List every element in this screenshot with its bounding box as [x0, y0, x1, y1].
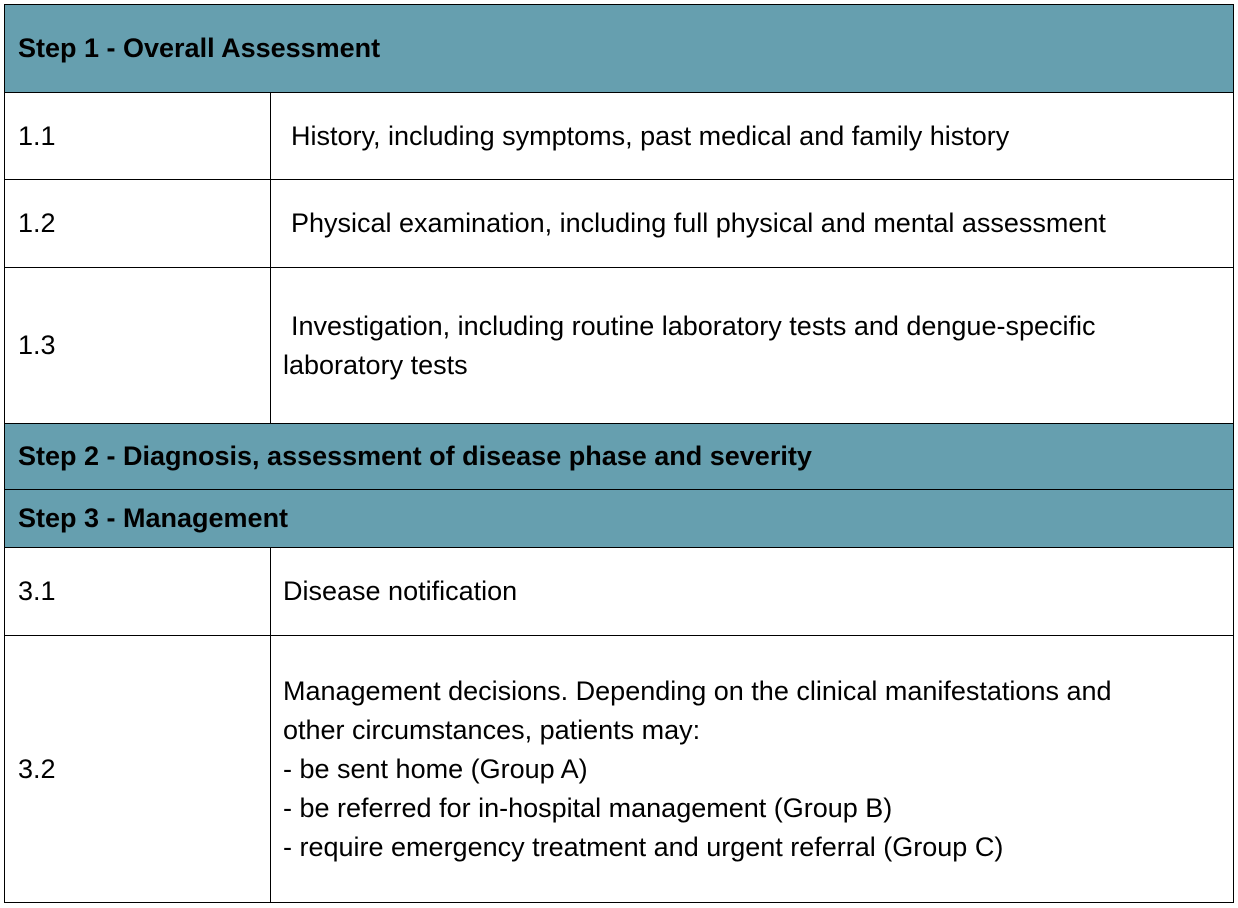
table-row [5, 180, 1233, 268]
item-text-line: Management decisions. Depending on the clinical manifestations and [283, 675, 1112, 706]
item-text-line: laboratory tests [283, 349, 468, 380]
item-text: Physical examination, including full physical and mental assessment [291, 208, 1106, 238]
step1-header-row [5, 5, 1233, 93]
item-text-line: other circumstances, patients may: [283, 714, 701, 745]
item-text: History, including symptoms, past medical and family history [291, 120, 1010, 151]
item-text-line: - require emergency treatment and urgent referral (Group C) [283, 831, 1004, 862]
item-text: Disease notification [283, 576, 518, 606]
table-row [5, 548, 1233, 636]
item-text-line: - be referred for in-hospital management (Group B) [283, 792, 893, 823]
step1-title: Step 1 - Overall Assessment [18, 33, 381, 63]
item-number: 3.2 [5, 636, 271, 902]
item-number: 1.3 [5, 268, 271, 423]
item-number: 1.1 [5, 93, 271, 179]
table-row [5, 268, 1233, 424]
item-text-line: - be sent home (Group A) [283, 753, 588, 784]
step2-title: Step 2 - Diagnosis, assessment of disease phase and severity [18, 441, 812, 471]
step2-header-row [5, 424, 1233, 490]
step3-header-row [5, 490, 1233, 548]
item-text-line: Investigation, including routine laboratory tests and dengue-specific [291, 310, 1096, 341]
table-row [5, 93, 1233, 180]
item-description [271, 93, 1233, 179]
item-description [271, 268, 1233, 423]
item-description [271, 180, 1233, 267]
item-description [271, 548, 1233, 635]
step3-title: Step 3 - Management [18, 503, 289, 533]
item-number: 1.2 [5, 180, 271, 267]
item-description [271, 636, 1233, 902]
item-number: 3.1 [5, 548, 271, 635]
table-row [5, 636, 1233, 902]
assessment-table [4, 4, 1234, 903]
